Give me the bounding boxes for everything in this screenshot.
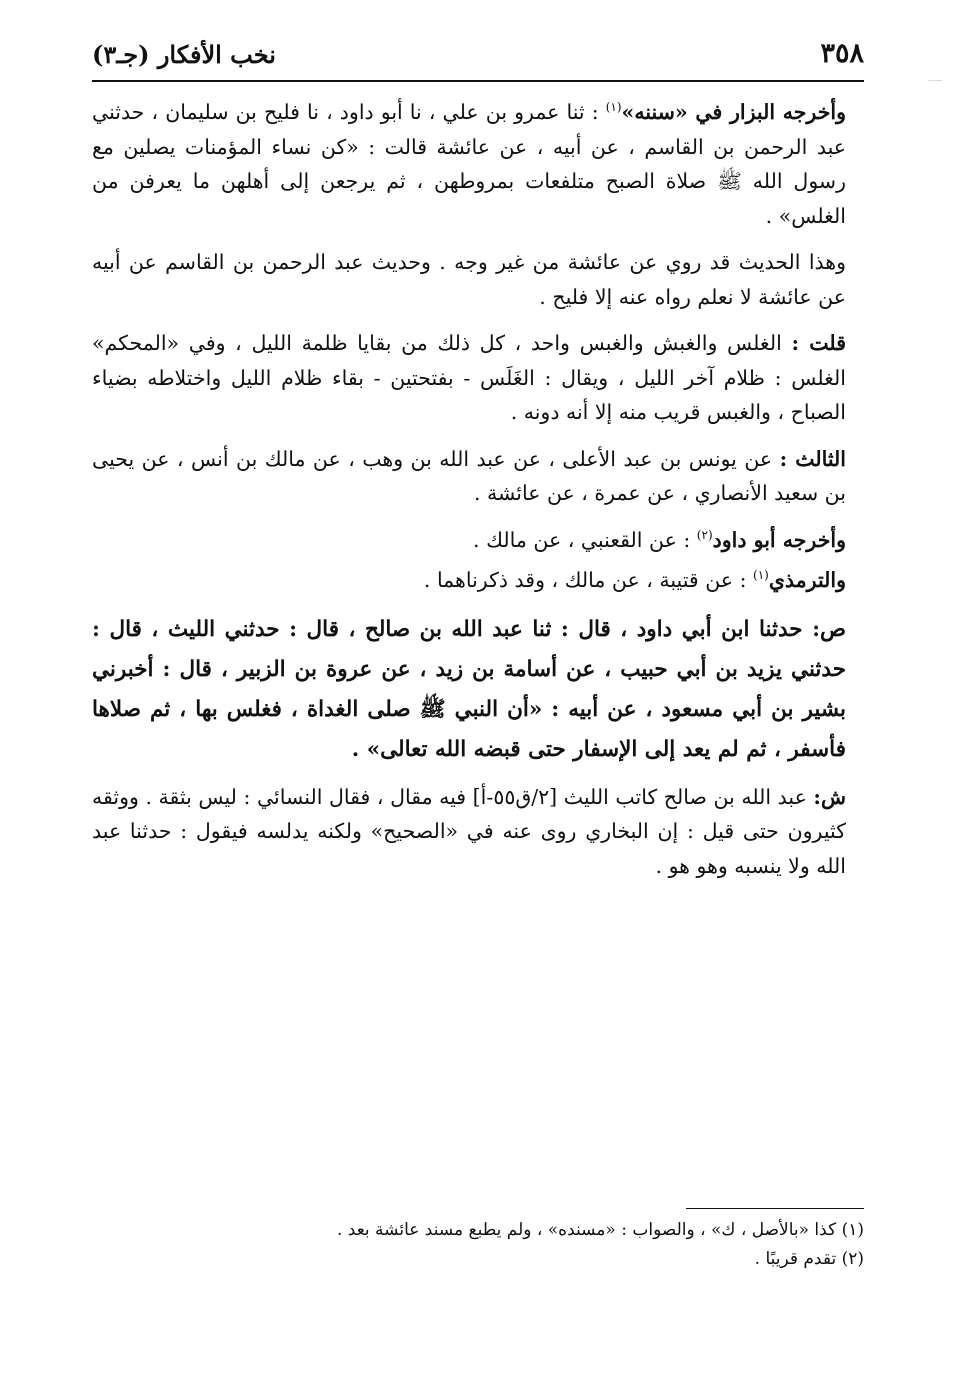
page-number: ٣٥٨ bbox=[820, 38, 864, 69]
paragraph-lead: الثالث : bbox=[779, 446, 846, 471]
main-text bbox=[92, 95, 864, 895]
paragraph-tirmidhi bbox=[92, 563, 864, 598]
page-header bbox=[92, 34, 864, 82]
paragraph-text: : عن قتيبة ، عن مالك ، وقد ذكرناهما . bbox=[423, 568, 754, 592]
footnote-2: (٢) تقدم قريبًا . bbox=[754, 1249, 864, 1269]
paragraph-sharh bbox=[92, 780, 864, 884]
paragraph-text: عبد الله بن صالح كاتب الليث [٢/ق٥٥-أ] فيه مقال ، فقال النسائي : ليس بثقة . ووثقه كثيرون حتى قيل : إن البخاري روى عنه في «الصحيح» ولكنه يدلسه فيقول : حدثنا عبد الله ولا ينسبه وهو هو . bbox=[92, 784, 846, 878]
paragraph-lead: ش: bbox=[813, 784, 846, 809]
footnote-ref: (٢) bbox=[696, 527, 713, 542]
paragraph-third bbox=[92, 442, 864, 511]
paragraph-lead: وأخرجه أبو داود bbox=[712, 527, 846, 552]
hadith-text: ص: حدثنا ابن أبي داود ، قال : ثنا عبد الله بن صالح ، قال : حدثني الليث ، قال : حدثني يزيد بن أبي حبيب ، عن أسامة بن زيد ، عن عروة بن الزبير ، قال : أخبرني بشير بن أبي مسعود ، عن أبيه : «أن النبي ﷺ صلى الغداة ، فغلس بها ، ثم صلاها فأسفر ، ثم لم يعد إلى الإسفار حتى قبضه الله تعالى» . bbox=[92, 616, 846, 762]
running-title: نخب الأفكار (جـ٣) bbox=[92, 40, 276, 69]
paragraph-text: : ثنا عمرو بن علي ، نا أبو داود ، نا فليح بن سليمان ، حدثني عبد الرحمن بن القاسم ، عن أبيه ، عن عائشة قالت : «كن نساء المؤمنات يصلين مع رسول الله ﷺ صلاة الصبح متلفعات بمروطهن ، ثم يرجعن إلى أهلهن ما يعرفن من الغلس» . bbox=[92, 100, 846, 228]
footnote-ref: (١) bbox=[605, 100, 622, 115]
paragraph-text: : عن القعنبي ، عن مالك . bbox=[473, 527, 697, 552]
paragraph-qultu bbox=[92, 326, 864, 430]
paragraph-abu-dawud bbox=[92, 523, 864, 558]
paragraph-lead: وأخرجه البزار في «سننه» bbox=[621, 100, 846, 124]
paragraph-bazzar bbox=[92, 95, 864, 233]
footnote-ref: (١) bbox=[753, 568, 769, 583]
paragraph-lead: والترمذي bbox=[768, 568, 846, 592]
footnotes bbox=[92, 1216, 864, 1274]
paragraph-text: عن يونس بن عبد الأعلى ، عن عبد الله بن وهب ، عن مالك بن أنس ، عن يحيى بن سعيد الأنصاري ، عن عمرة ، عن عائشة . bbox=[92, 446, 846, 505]
margin-mark bbox=[928, 80, 942, 81]
footnote-divider bbox=[686, 1208, 864, 1209]
paragraph-comment: وهذا الحديث قد روي عن عائشة من غير وجه . وحديث عبد الرحمن بن القاسم عن أبيه عن عائشة لا نعلم رواه عنه إلا فليح . bbox=[92, 250, 846, 309]
footnote-1: (١) كذا «بالأصل ، ك» ، والصواب : «مسنده» ، ولم يطبع مسند عائشة بعد . bbox=[336, 1220, 864, 1240]
paragraph-text: الغلس والغبش والغبس واحد ، كل ذلك من بقايا ظلمة الليل ، وفي «المحكم» الغلس : ظلام آخر الليل ، ويقال : الغَلَس - بفتحتين - بقاء ظلام الليل واختلاطه بضياء الصباح ، والغبس قريب منه إلا أنه دونه . bbox=[92, 331, 846, 424]
paragraph-lead: قلت : bbox=[791, 331, 847, 355]
